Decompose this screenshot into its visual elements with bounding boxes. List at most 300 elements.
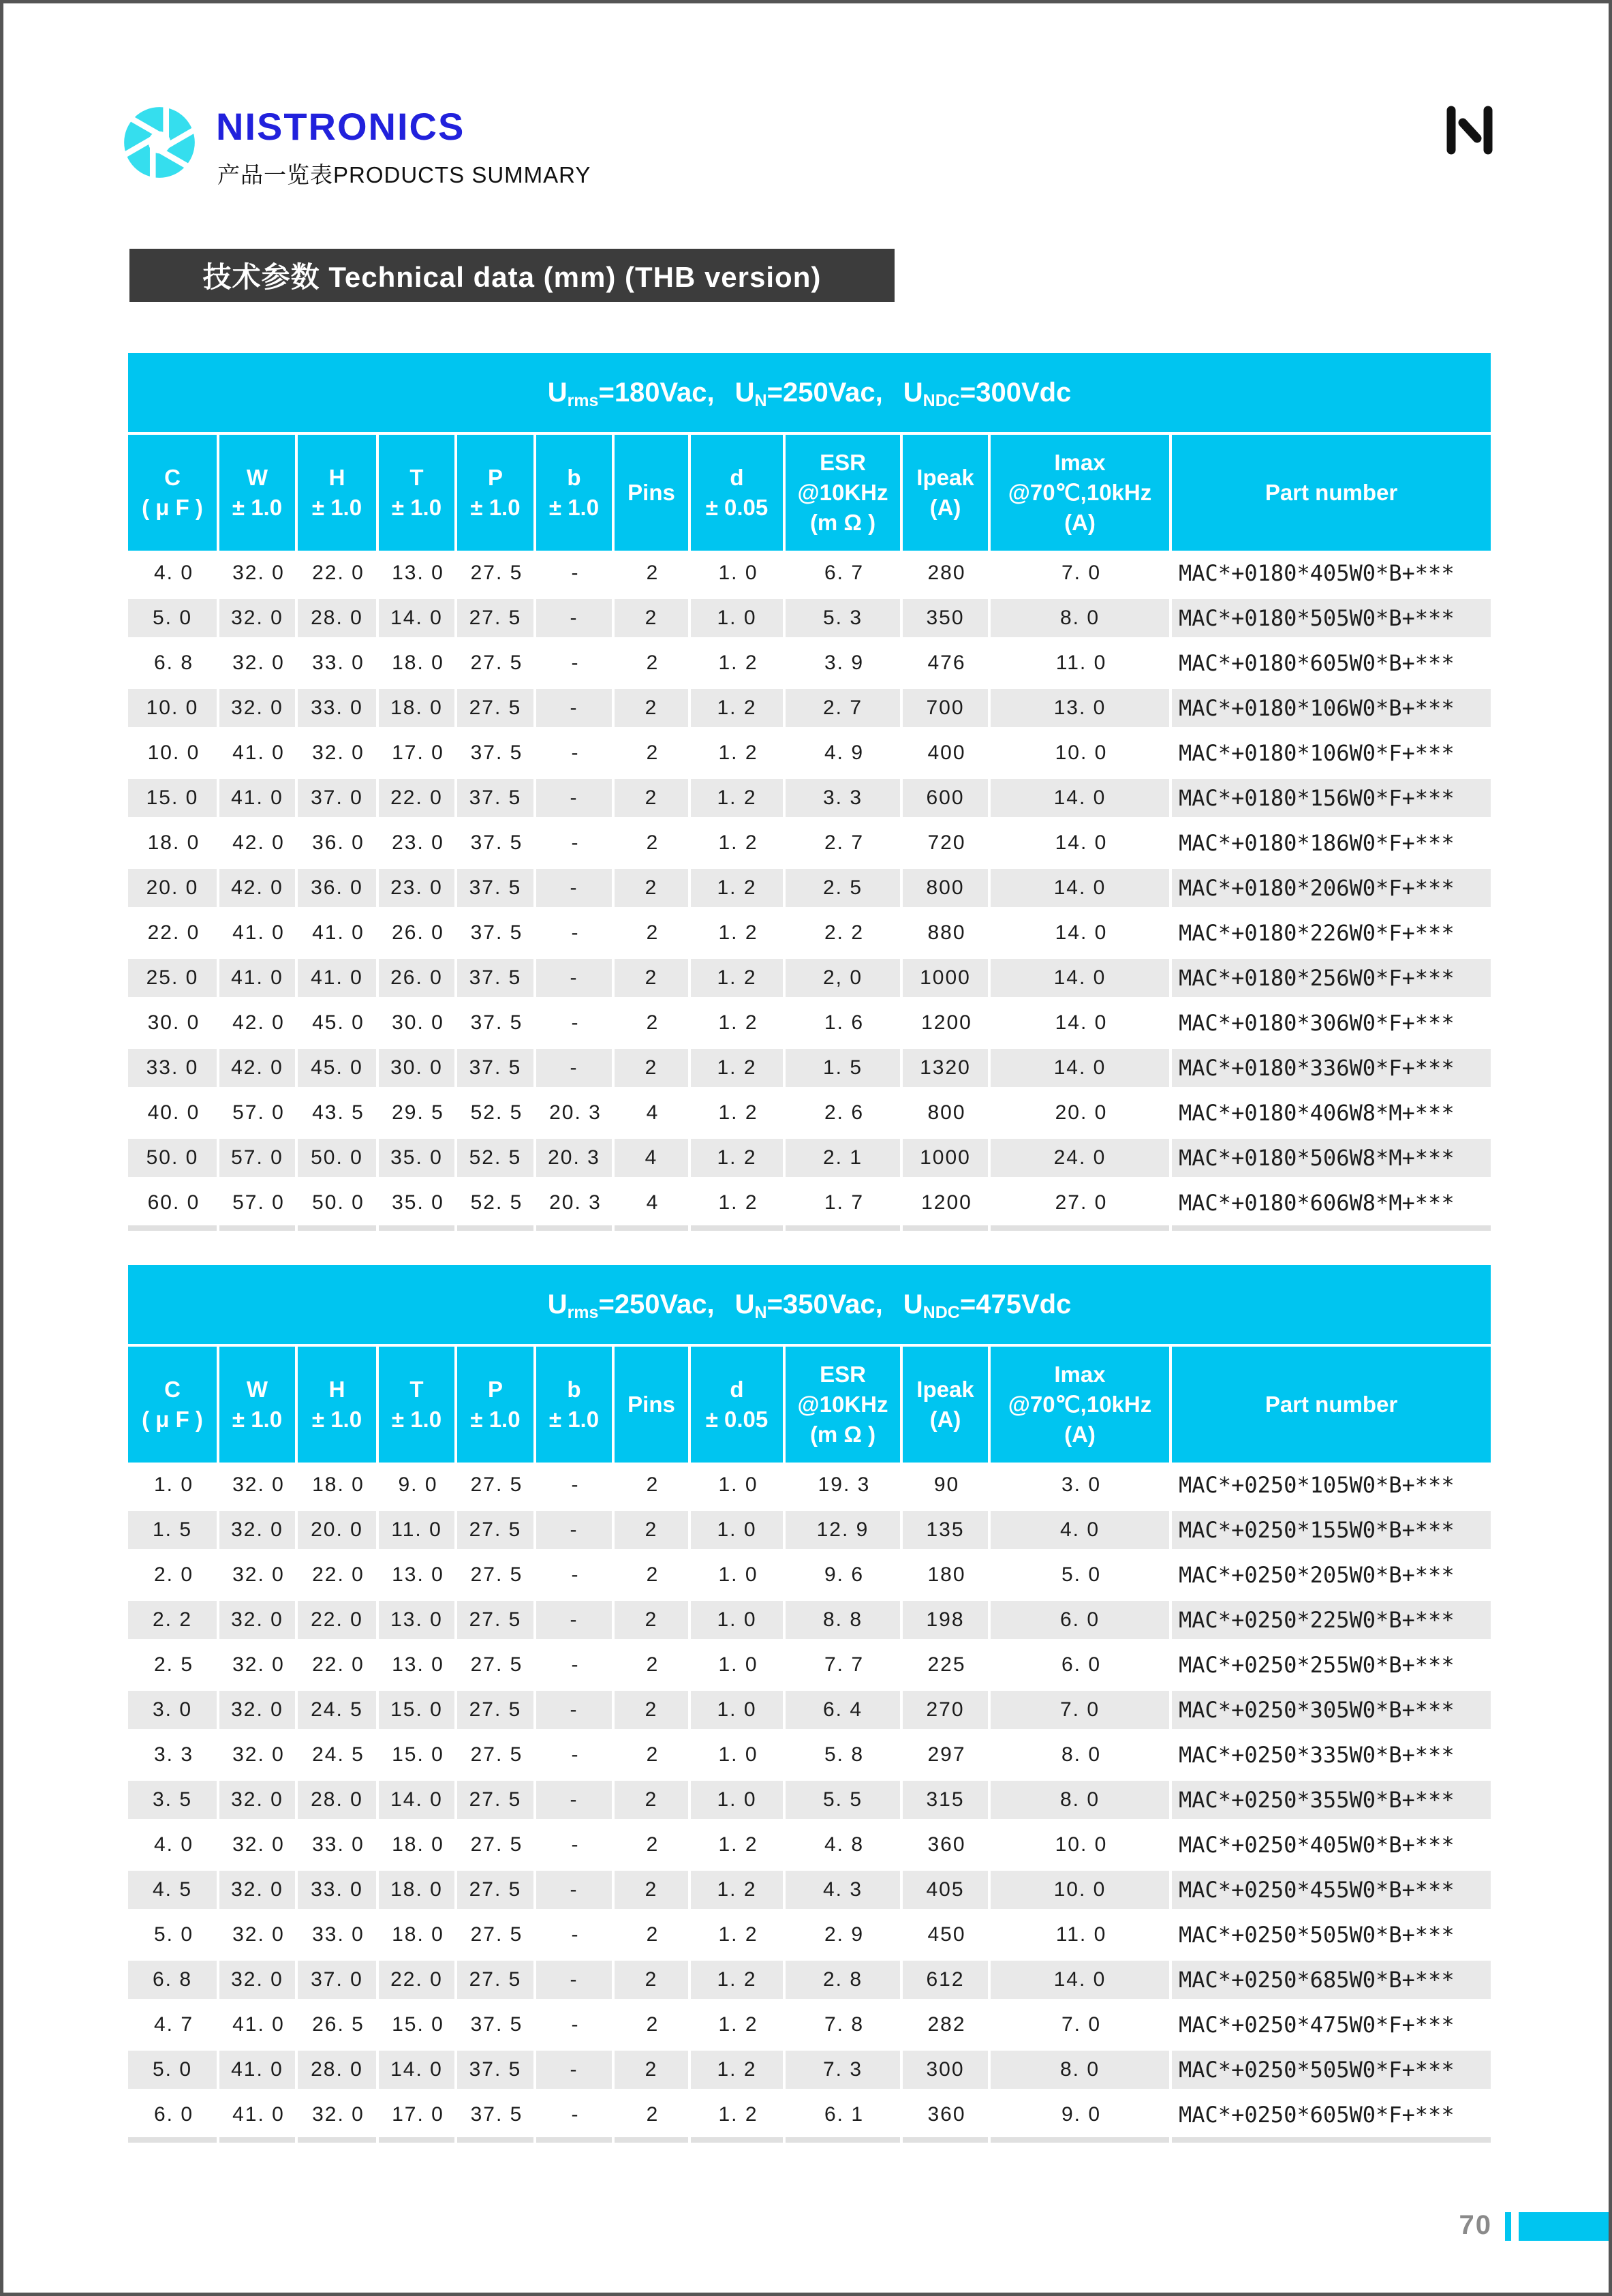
value-cell: 36. 0 (298, 866, 379, 910)
column-header: Part number (1172, 435, 1491, 551)
value-cell: 1. 0 (691, 1777, 786, 1822)
sliver-segment (219, 1225, 298, 1231)
value-cell: 33. 0 (312, 1923, 365, 1946)
value-cell: 4 (646, 1101, 660, 1124)
value-cell: - (571, 1833, 580, 1856)
value-cell: 1. 2 (691, 2047, 786, 2092)
value-cell: 225 (927, 1653, 966, 1676)
value-cell: 1. 2 (691, 866, 786, 910)
value-cell: 5. 0 (128, 2047, 219, 2092)
section-title: 技术参数 Technical data (mm) (THB version) (202, 261, 822, 293)
value-cell: 14. 0 (379, 1777, 457, 1822)
value-cell: 1. 5 (786, 1045, 903, 1090)
value-cell: 57. 0 (219, 1135, 298, 1180)
value-cell: 2. 9 (824, 1923, 865, 1946)
value-cell: 1. 0 (153, 1473, 194, 1496)
voltage-header (128, 353, 1491, 432)
value-cell: 2. 7 (786, 686, 903, 731)
column-header: ESR @10KHz (m Ω ) (786, 1347, 903, 1463)
value-cell: 32. 0 (232, 1653, 285, 1676)
value-cell: 1000 (903, 1135, 991, 1180)
table-row (128, 641, 1491, 686)
brand-subtitle: 产品一览表PRODUCTS SUMMARY (217, 162, 591, 187)
value-cell: 27. 5 (457, 686, 536, 731)
value-cell: 14. 0 (379, 596, 457, 641)
column-header: W ± 1.0 (219, 435, 298, 551)
value-cell: 26. 0 (392, 921, 444, 944)
value-cell: 1. 0 (718, 1743, 758, 1766)
value-cell: 1. 2 (691, 1045, 786, 1090)
value-cell: 30. 0 (147, 1011, 200, 1034)
part-number-cell: MAC*+0250*405W0*B+*** (1179, 1832, 1455, 1858)
value-cell: 20. 3 (549, 1191, 602, 1214)
value-cell: - (536, 1777, 615, 1822)
part-number-cell: MAC*+0180*186W0*F+*** (1179, 830, 1455, 856)
value-cell: 27. 5 (470, 1653, 523, 1676)
sliver-segment (903, 2137, 991, 2143)
column-header: ESR @10KHz (m Ω ) (786, 435, 903, 551)
value-cell: 14. 0 (991, 955, 1172, 1000)
table-row (128, 1507, 1491, 1552)
value-cell: 1. 0 (718, 1473, 758, 1496)
value-cell: 405 (903, 1867, 991, 1912)
part-number-cell: MAC*+0180*306W0*F+*** (1179, 1010, 1455, 1036)
table-row (128, 1867, 1491, 1912)
part-number-cell: MAC*+0250*475W0*F+*** (1179, 2012, 1455, 2038)
value-cell: 1. 2 (718, 2103, 758, 2126)
table-row (128, 1687, 1491, 1732)
value-cell: 2 (615, 955, 691, 1000)
column-header: b ± 1.0 (536, 1347, 615, 1463)
value-cell: 15. 0 (128, 776, 219, 821)
column-header-row (128, 1347, 1491, 1463)
value-cell: 41. 0 (232, 741, 285, 764)
value-cell: 2 (615, 1045, 691, 1090)
value-cell: 50. 0 (128, 1135, 219, 1180)
table-250vac (128, 1265, 1491, 2143)
value-cell: 22. 0 (379, 776, 457, 821)
value-cell: 6. 0 (991, 1597, 1172, 1642)
table-row (128, 821, 1491, 866)
value-cell: 32. 0 (219, 1957, 298, 2002)
table-row (128, 1597, 1491, 1642)
table-180vac (128, 353, 1491, 1231)
value-cell: 14. 0 (1055, 831, 1108, 854)
value-cell: 27. 5 (470, 1473, 523, 1496)
value-cell: 6. 4 (786, 1687, 903, 1732)
value-cell: 2 (615, 866, 691, 910)
table-row (128, 2002, 1491, 2047)
value-cell: 2 (615, 1867, 691, 1912)
part-number-cell: MAC*+0250*225W0*B+*** (1172, 1597, 1491, 1642)
value-cell: 5. 0 (1061, 1563, 1102, 1586)
value-cell: 2. 7 (824, 831, 865, 854)
value-cell: 3. 5 (128, 1777, 219, 1822)
value-cell: 4 (646, 1191, 660, 1214)
value-cell: 5. 0 (128, 596, 219, 641)
value-cell: 26. 0 (379, 955, 457, 1000)
value-cell: - (536, 1597, 615, 1642)
part-number-cell: MAC*+0250*505W0*B+*** (1179, 1922, 1455, 1948)
value-cell: 14. 0 (991, 1957, 1172, 2002)
value-cell: 297 (927, 1743, 966, 1766)
column-header: Imax @70℃,10kHz (A) (991, 435, 1172, 551)
value-cell: 3. 0 (128, 1687, 219, 1732)
part-number-cell: MAC*+0180*506W8*M+*** (1172, 1135, 1491, 1180)
column-header: H ± 1.0 (298, 435, 379, 551)
value-cell: 41. 0 (219, 2047, 298, 2092)
table-row (128, 1732, 1491, 1777)
value-cell: 22. 0 (298, 1597, 379, 1642)
value-cell: 60. 0 (147, 1191, 200, 1214)
sliver-segment (1172, 1225, 1491, 1231)
sliver-segment (457, 2137, 536, 2143)
value-cell: 282 (927, 2013, 966, 2036)
value-cell: 2. 2 (128, 1597, 219, 1642)
value-cell: 42. 0 (219, 1045, 298, 1090)
value-cell: 10. 0 (128, 686, 219, 731)
row-sliver (128, 2137, 1491, 2143)
value-cell: 50. 0 (298, 1135, 379, 1180)
value-cell: - (571, 562, 580, 584)
value-cell: 37. 5 (457, 1045, 536, 1090)
value-cell: - (571, 921, 580, 944)
part-number-cell: MAC*+0180*256W0*F+*** (1172, 955, 1491, 1000)
value-cell: 14. 0 (991, 776, 1172, 821)
value-cell: 32. 0 (219, 1507, 298, 1552)
part-number-cell: MAC*+0180*206W0*F+*** (1172, 866, 1491, 910)
value-cell: 35. 0 (392, 1191, 444, 1214)
value-cell: - (536, 1507, 615, 1552)
value-cell: 15. 0 (392, 1743, 444, 1766)
value-cell: 1. 0 (691, 1507, 786, 1552)
sliver-segment (536, 2137, 615, 2143)
table-row (128, 1822, 1491, 1867)
value-cell: 6. 0 (153, 2103, 194, 2126)
value-cell: 3. 3 (786, 776, 903, 821)
value-cell: 1000 (903, 955, 991, 1000)
voltage-header (128, 1265, 1491, 1344)
part-number-cell: MAC*+0180*106W0*F+*** (1179, 740, 1455, 766)
value-cell: 700 (903, 686, 991, 731)
row-sliver (128, 1225, 1491, 1231)
value-cell: 13. 0 (991, 686, 1172, 731)
table-row (128, 1957, 1491, 2002)
value-cell: 37. 5 (470, 741, 523, 764)
value-cell: 1. 0 (691, 1597, 786, 1642)
value-cell: 360 (927, 1833, 966, 1856)
value-cell: 1. 2 (691, 955, 786, 1000)
value-cell: 37. 5 (457, 955, 536, 1000)
column-header: C ( μ F ) (128, 1347, 219, 1463)
value-cell: 52. 5 (470, 1101, 523, 1124)
value-cell: 2 (646, 831, 660, 854)
table-row (128, 910, 1491, 955)
value-cell: 9. 0 (398, 1473, 438, 1496)
value-cell: - (536, 2047, 615, 2092)
value-cell: 2. 0 (153, 1563, 194, 1586)
value-cell: 28. 0 (298, 2047, 379, 2092)
value-cell: 13. 0 (392, 1653, 444, 1676)
value-cell: 2 (646, 1743, 660, 1766)
value-cell: 1. 2 (718, 1833, 758, 1856)
column-header: d ± 0.05 (691, 1347, 786, 1463)
value-cell: 1. 2 (718, 831, 758, 854)
column-header: Part number (1172, 1347, 1491, 1463)
value-cell: 1. 0 (691, 1687, 786, 1732)
value-cell: 8. 8 (786, 1597, 903, 1642)
value-cell: 2. 2 (824, 921, 865, 944)
voltage-segment: UN=350Vac, (734, 1289, 883, 1322)
value-cell: 52. 5 (470, 1191, 523, 1214)
value-cell: - (571, 741, 580, 764)
value-cell: 37. 5 (457, 776, 536, 821)
value-cell: 14. 0 (1055, 921, 1108, 944)
value-cell: 27. 5 (457, 1957, 536, 2002)
value-cell: 2 (646, 1473, 660, 1496)
value-cell: 27. 5 (457, 1777, 536, 1822)
value-cell: 10. 0 (1055, 741, 1108, 764)
voltage-header-text (548, 1289, 1072, 1320)
value-cell: 4 (615, 1135, 691, 1180)
column-header: H ± 1.0 (298, 1347, 379, 1463)
value-cell: 41. 0 (219, 776, 298, 821)
page-number: 70 (1459, 2210, 1492, 2240)
value-cell: 9. 0 (1061, 2103, 1102, 2126)
value-cell: 11. 0 (1055, 1923, 1107, 1946)
value-cell: - (536, 1687, 615, 1732)
column-header: Pins (615, 1347, 691, 1463)
value-cell: 35. 0 (379, 1135, 457, 1180)
value-cell: 22. 0 (312, 1563, 365, 1586)
value-cell: 1. 2 (718, 652, 758, 674)
sliver-segment (691, 1225, 786, 1231)
value-cell: 400 (927, 741, 966, 764)
part-number-cell: MAC*+0180*226W0*F+*** (1179, 920, 1455, 946)
value-cell: 3. 9 (824, 652, 865, 674)
value-cell: 18. 0 (392, 1833, 444, 1856)
value-cell: - (571, 1011, 580, 1034)
part-number-cell: MAC*+0180*606W8*M+*** (1179, 1190, 1455, 1216)
value-cell: 18. 0 (379, 686, 457, 731)
voltage-header-text (548, 378, 1072, 408)
value-cell: 10. 0 (991, 1867, 1172, 1912)
value-cell: 27. 5 (457, 1687, 536, 1732)
value-cell: 7. 8 (824, 2013, 865, 2036)
value-cell: 1. 2 (718, 741, 758, 764)
value-cell: 32. 0 (219, 1687, 298, 1732)
value-cell: 2 (646, 2103, 660, 2126)
value-cell: 9. 6 (824, 1563, 865, 1586)
value-cell: 6. 1 (824, 2103, 865, 2126)
table-row (128, 1912, 1491, 1957)
value-cell: 2. 1 (786, 1135, 903, 1180)
column-header: Ipeak (A) (903, 435, 991, 551)
value-cell: 20. 0 (298, 1507, 379, 1552)
value-cell: 32. 0 (219, 1867, 298, 1912)
value-cell: 22. 0 (147, 921, 200, 944)
value-cell: 1. 7 (824, 1191, 865, 1214)
value-cell: 1. 2 (718, 1101, 758, 1124)
value-cell: 2 (615, 686, 691, 731)
value-cell: 27. 0 (1055, 1191, 1108, 1214)
part-number-cell: MAC*+0250*335W0*B+*** (1179, 1742, 1455, 1768)
value-cell: 41. 0 (232, 2013, 285, 2036)
value-cell: 15. 0 (392, 2013, 444, 2036)
value-cell: 22. 0 (379, 1957, 457, 2002)
value-cell: 2 (646, 1011, 660, 1034)
value-cell: 2 (646, 562, 660, 584)
voltage-segment: UNDC=475Vdc (903, 1289, 1072, 1322)
value-cell: 33. 0 (128, 1045, 219, 1090)
value-cell: 17. 0 (392, 2103, 444, 2126)
value-cell: 18. 0 (392, 1923, 444, 1946)
value-cell: 1. 6 (824, 1011, 865, 1034)
value-cell: 14. 0 (1055, 1011, 1108, 1034)
sliver-segment (536, 1225, 615, 1231)
value-cell: 8. 0 (1061, 1743, 1102, 1766)
value-cell: 18. 0 (379, 1867, 457, 1912)
value-cell: 800 (903, 866, 991, 910)
value-cell: 27. 5 (457, 596, 536, 641)
table-row (128, 686, 1491, 731)
table-row (128, 2092, 1491, 2137)
value-cell: 4. 0 (153, 562, 194, 584)
value-cell: 40. 0 (147, 1101, 200, 1124)
value-cell: 24. 0 (991, 1135, 1172, 1180)
value-cell: 2 (615, 1507, 691, 1552)
value-cell: 50. 0 (312, 1191, 365, 1214)
value-cell: 12. 9 (786, 1507, 903, 1552)
value-cell: 14. 0 (379, 2047, 457, 2092)
table-row (128, 1090, 1491, 1135)
value-cell: 2 (646, 1563, 660, 1586)
value-cell: - (571, 831, 580, 854)
footer-accent-bar (1519, 2212, 1609, 2241)
value-cell: 20. 3 (549, 1101, 602, 1124)
value-cell: 29. 5 (392, 1101, 444, 1124)
table-row (128, 1135, 1491, 1180)
value-cell: - (571, 652, 580, 674)
value-cell: 6. 8 (153, 652, 194, 674)
value-cell: 4. 0 (991, 1507, 1172, 1552)
column-header: Ipeak (A) (903, 1347, 991, 1463)
value-cell: 1. 2 (691, 1135, 786, 1180)
column-header: d ± 0.05 (691, 435, 786, 551)
sliver-segment (991, 1225, 1172, 1231)
value-cell: - (536, 866, 615, 910)
value-cell: 26. 5 (312, 2013, 365, 2036)
value-cell: 2. 5 (786, 866, 903, 910)
value-cell: 27. 5 (457, 1507, 536, 1552)
value-cell: 32. 0 (219, 596, 298, 641)
table-row (128, 866, 1491, 910)
value-cell: 27. 5 (457, 1597, 536, 1642)
value-cell: 4. 5 (128, 1867, 219, 1912)
value-cell: 800 (927, 1101, 966, 1124)
table-row (128, 2047, 1491, 2092)
value-cell: 198 (903, 1597, 991, 1642)
value-cell: 2 (615, 1957, 691, 2002)
value-cell: 6. 0 (1061, 1653, 1102, 1676)
value-cell: 612 (903, 1957, 991, 2002)
value-cell: 37. 5 (470, 921, 523, 944)
value-cell: 280 (927, 562, 966, 584)
value-cell: 37. 5 (470, 1011, 523, 1034)
aperture-logo-icon (123, 106, 196, 179)
value-cell: 32. 0 (232, 652, 285, 674)
sliver-segment (615, 1225, 691, 1231)
value-cell: 33. 0 (312, 1833, 365, 1856)
value-cell: - (571, 1653, 580, 1676)
value-cell: 2 (615, 596, 691, 641)
value-cell: - (536, 596, 615, 641)
part-number-cell: MAC*+0250*105W0*B+*** (1179, 1472, 1455, 1498)
section-title-bar (129, 249, 895, 302)
value-cell: 2 (646, 2013, 660, 2036)
value-cell: 14. 0 (991, 866, 1172, 910)
value-cell: 880 (927, 921, 966, 944)
value-cell: 32. 0 (312, 741, 365, 764)
value-cell: 37. 5 (470, 831, 523, 854)
value-cell: 5. 5 (786, 1777, 903, 1822)
part-number-cell: MAC*+0180*605W0*B+*** (1179, 650, 1455, 676)
sliver-segment (379, 2137, 457, 2143)
part-number-cell: MAC*+0180*156W0*F+*** (1172, 776, 1491, 821)
value-cell: - (536, 1045, 615, 1090)
part-number-cell: MAC*+0250*205W0*B+*** (1179, 1562, 1455, 1588)
value-cell: 2 (646, 1923, 660, 1946)
column-header: C ( μ F ) (128, 435, 219, 551)
value-cell: 2 (615, 1597, 691, 1642)
value-cell: 13. 0 (392, 562, 444, 584)
sliver-segment (379, 1225, 457, 1231)
value-cell: 7. 3 (786, 2047, 903, 2092)
value-cell: - (571, 2013, 580, 2036)
value-cell: 45. 0 (312, 1011, 365, 1034)
part-number-cell: MAC*+0250*685W0*B+*** (1172, 1957, 1491, 2002)
value-cell: 15. 0 (379, 1687, 457, 1732)
sliver-segment (786, 1225, 903, 1231)
value-cell: 2 (646, 741, 660, 764)
value-cell: 19. 3 (818, 1473, 871, 1496)
value-cell: 1200 (921, 1011, 972, 1034)
value-cell: 720 (927, 831, 966, 854)
value-cell: 8. 0 (991, 1777, 1172, 1822)
sliver-segment (128, 2137, 219, 2143)
value-cell: 1200 (921, 1191, 972, 1214)
value-cell: 18. 0 (147, 831, 200, 854)
value-cell: 18. 0 (312, 1473, 365, 1496)
value-cell: 8. 0 (991, 596, 1172, 641)
value-cell: 2 (615, 776, 691, 821)
column-header: Pins (615, 435, 691, 551)
value-cell: 32. 0 (232, 1563, 285, 1586)
value-cell: - (571, 1923, 580, 1946)
value-cell: 2. 6 (824, 1101, 865, 1124)
value-cell: 1. 2 (718, 1923, 758, 1946)
value-cell: 24. 5 (298, 1687, 379, 1732)
table-row (128, 1463, 1491, 1507)
part-number-cell: MAC*+0250*305W0*B+*** (1172, 1687, 1491, 1732)
value-cell: 1320 (903, 1045, 991, 1090)
value-cell: 25. 0 (128, 955, 219, 1000)
value-cell: 5. 8 (824, 1743, 865, 1766)
voltage-segment: Urms=250Vac, (547, 1289, 715, 1322)
n-logo-icon (1444, 104, 1495, 156)
footer-accent-tick (1505, 2212, 1511, 2241)
column-header: P ± 1.0 (457, 435, 536, 551)
